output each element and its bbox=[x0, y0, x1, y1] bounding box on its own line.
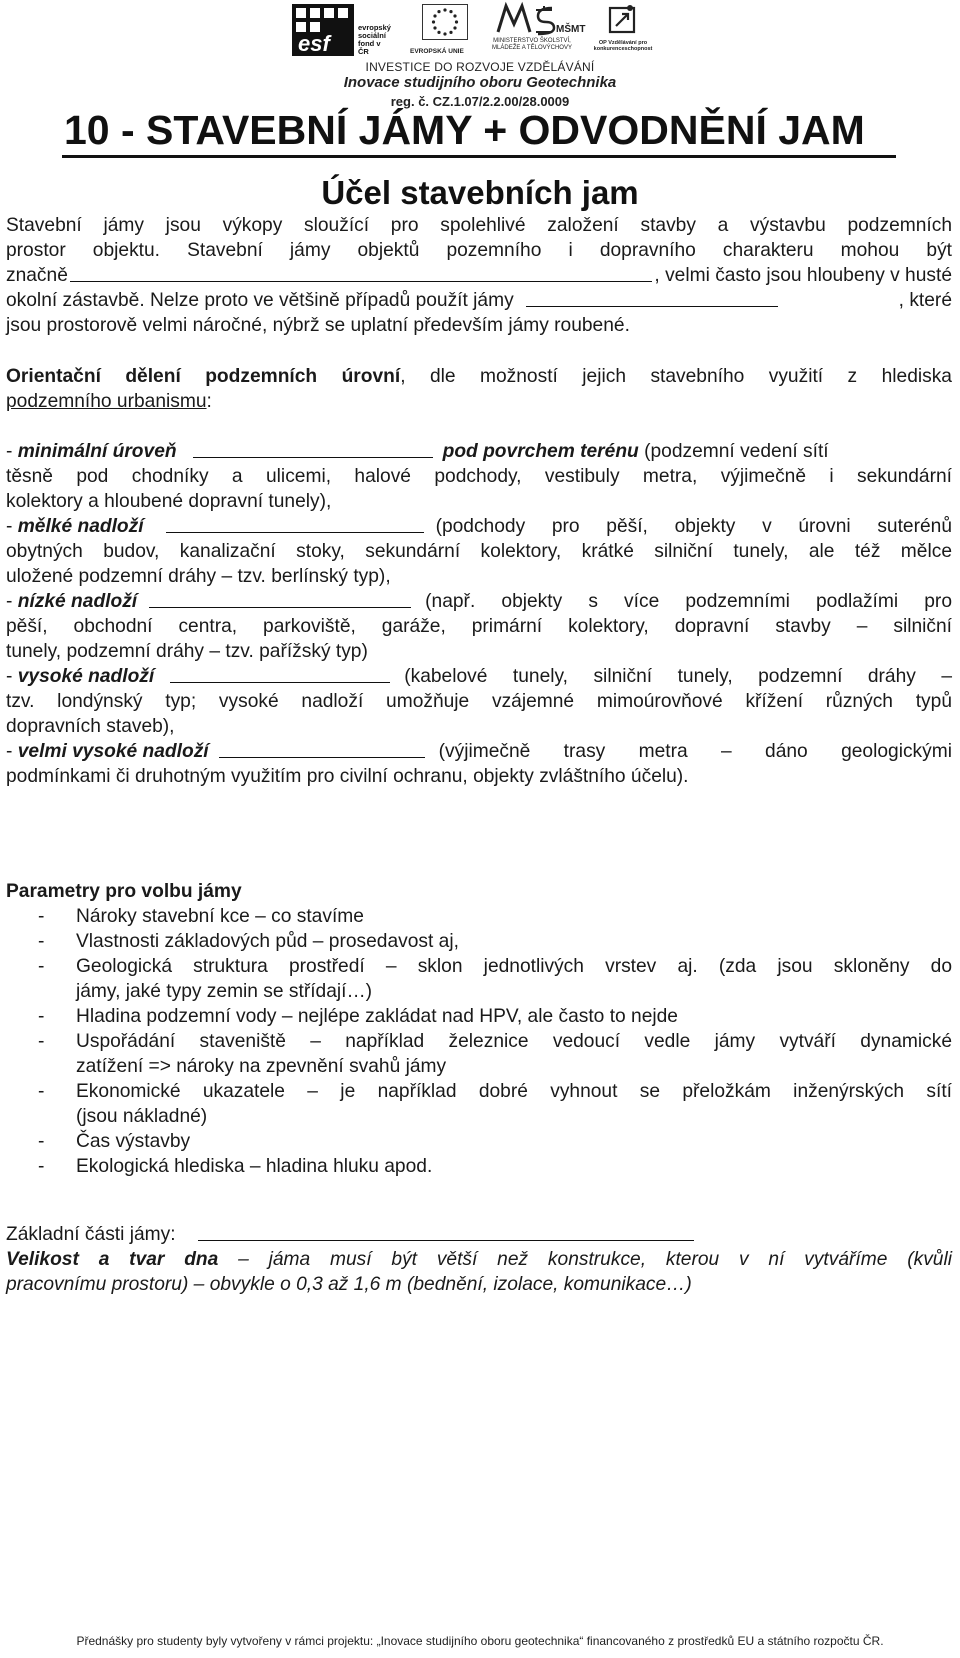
msmt-caption-line: MLÁDEŽE A TĚLOVÝCHOVY bbox=[492, 45, 572, 51]
text-line bbox=[6, 1222, 952, 1247]
project-name: Inovace studijního oboru Geotechnika bbox=[343, 74, 617, 91]
text-span: , velmi často jsou hloubeny v husté bbox=[654, 265, 952, 286]
orientation-paragraph bbox=[6, 364, 952, 414]
text-span: značně bbox=[6, 265, 68, 286]
dash: - bbox=[6, 666, 18, 687]
op-logo-icon bbox=[590, 2, 656, 38]
text-line: jsou prostorově velmi náročné, nýbrž se uplatní především jámy roubené. bbox=[6, 315, 630, 336]
esf-logo bbox=[292, 4, 391, 56]
text-span: (např. objekty s více podzemními podlažími pro bbox=[425, 591, 952, 612]
msmt-logo-icon bbox=[492, 2, 586, 38]
msmt-logo bbox=[492, 2, 586, 60]
text-line: pěší, obchodní centra, parkoviště, garáže, primární kolektory, dopravní stavby – silniční bbox=[6, 616, 952, 637]
bold-term: Orientační dělení podzemních úrovní bbox=[6, 366, 401, 387]
text-line: Ekonomické ukazatele – je například dobré vyhnout se přeložkám inženýrských sítí bbox=[76, 1081, 952, 1102]
text-line: Hladina podzemní vody – nejlépe zakládat nad HPV, ale často to nejde bbox=[76, 1006, 678, 1027]
text-line bbox=[6, 1247, 952, 1272]
text-line: zatížení => nároky na zpevnění svahů jámy bbox=[76, 1056, 447, 1077]
fill-in-blank bbox=[149, 589, 411, 608]
level-term: velmi vysoké nadloží bbox=[17, 741, 209, 762]
dash: - bbox=[6, 516, 18, 537]
fill-in-blank bbox=[219, 739, 425, 758]
level-term: nízké nadloží bbox=[17, 591, 138, 612]
esf-caption-line: evropský bbox=[358, 23, 391, 32]
op-caption: OP Vzdělávání pro konkurenceschopnost bbox=[593, 40, 653, 52]
esf-logo-wordmark: esf bbox=[298, 31, 330, 56]
list-item bbox=[6, 954, 952, 1004]
text-line bbox=[6, 364, 952, 389]
dash: - bbox=[38, 956, 45, 977]
investice-banner: INVESTICE DO ROZVOJE VZDĚLÁVÁNÍ bbox=[365, 60, 595, 74]
list-item bbox=[6, 929, 952, 954]
underlined-term: podzemního urbanismu bbox=[6, 391, 207, 412]
text-line: dopravních staveb), bbox=[6, 716, 175, 737]
list-item bbox=[6, 1129, 952, 1154]
text-line bbox=[6, 739, 952, 764]
msmt-caption-line: MINISTERSTVO ŠKOLSTVÍ, bbox=[493, 38, 571, 44]
title-underline bbox=[62, 155, 896, 158]
fill-in-blank bbox=[170, 664, 390, 683]
text-line: (jsou nákladné) bbox=[76, 1106, 208, 1127]
list-item bbox=[6, 904, 952, 929]
op-logo bbox=[590, 2, 656, 60]
fill-in-blank bbox=[193, 439, 433, 458]
level-term: vysoké nadloží bbox=[17, 666, 155, 687]
dash: - bbox=[38, 1006, 45, 1027]
msmt-caption bbox=[488, 38, 576, 52]
text-span: Základní části jámy: bbox=[6, 1224, 176, 1245]
text-line: prostor objektu. Stavební jámy objektů pozemního i dopravního charakteru mohou být bbox=[6, 240, 952, 261]
dash: - bbox=[38, 1081, 45, 1102]
eu-flag-icon bbox=[422, 4, 468, 40]
text-line bbox=[6, 664, 952, 689]
text-span: okolní zástavbě. Nelze proto ve většině případů použít jámy bbox=[6, 290, 514, 311]
section-heading: Účel stavebních jam bbox=[321, 174, 639, 211]
text-line: obytných budov, kanalizační stoky, sekundární kolektory, krátké silniční tunely, ale též mělce bbox=[6, 541, 952, 562]
list-item bbox=[6, 1004, 952, 1029]
text-line: jámy, jaké typy zemin se střídají…) bbox=[76, 981, 373, 1002]
msmt-logo-wordmark: MŠMT bbox=[556, 24, 586, 35]
text-line bbox=[6, 439, 952, 464]
dash: - bbox=[38, 1131, 45, 1152]
dash: - bbox=[6, 741, 18, 762]
fill-in-blank bbox=[70, 263, 653, 282]
esf-logo-icon bbox=[292, 4, 354, 56]
dash: - bbox=[38, 906, 45, 927]
fill-in-blank bbox=[526, 288, 778, 307]
header-logos bbox=[292, 2, 662, 60]
text-span: , dle možností jejich stavebního využití z hlediska bbox=[400, 366, 952, 387]
text-line: tzv. londýnský typ; vysoké nadloží umožňuje vzájemné mimoúrovňové křížení různých typů bbox=[6, 691, 952, 712]
text-span: (podzemní vedení sítí bbox=[638, 441, 829, 462]
bold-term: Velikost a tvar dna bbox=[6, 1249, 219, 1270]
dash: - bbox=[6, 591, 18, 612]
esf-caption-line: sociální bbox=[358, 31, 386, 40]
list-item bbox=[6, 1079, 952, 1129]
dash: - bbox=[38, 1156, 45, 1177]
text-line: uložené podzemní dráhy – tzv. berlínský typ), bbox=[6, 566, 391, 587]
level-term: pod povrchem terénu bbox=[442, 441, 639, 462]
text-span: : bbox=[206, 391, 212, 412]
list-item bbox=[6, 1154, 952, 1179]
text-line: Vlastnosti základových půd – prosedavost aj, bbox=[76, 931, 459, 952]
levels-list bbox=[6, 439, 952, 789]
page-footer: Přednášky pro studenty byly vytvořeny v rámci projektu: „Inovace studijního oboru geotechnika“ financovaného z prostředků EU a státního rozpočtu ČR. bbox=[76, 1634, 884, 1648]
text-line bbox=[6, 514, 952, 539]
intro-paragraph bbox=[6, 213, 952, 338]
text-line bbox=[6, 263, 952, 288]
level-term: minimální úroveň bbox=[17, 441, 177, 462]
list-item bbox=[6, 1029, 952, 1079]
text-line: Stavební jámy jsou výkopy sloužící pro spolehlivé založení stavby a výstavbu podzemních bbox=[6, 215, 952, 236]
text-line bbox=[6, 389, 952, 414]
eu-logo bbox=[410, 4, 474, 60]
text-line: podmínkami či druhotným využitím pro civilní ochranu, objekty zvláštního účelu). bbox=[6, 766, 689, 787]
text-line: Čas výstavby bbox=[76, 1131, 191, 1152]
text-span: , které bbox=[898, 290, 952, 311]
text-line bbox=[6, 589, 952, 614]
registration-number: reg. č. CZ.1.07/2.2.00/28.0009 bbox=[390, 94, 570, 109]
text-line: kolektory a hloubené dopravní tunely), bbox=[6, 491, 332, 512]
parameters-section bbox=[6, 879, 952, 1179]
text-span: (kabelové tunely, silniční tunely, podzemní dráhy – bbox=[404, 666, 952, 687]
fill-in-blank bbox=[198, 1222, 694, 1241]
text-span: – jáma musí být větší než konstrukce, kterou v ní vytváříme (kvůli bbox=[218, 1249, 952, 1270]
eu-caption: EVROPSKÁ UNIE bbox=[410, 48, 464, 55]
text-line: tunely, podzemní dráhy – tzv. pařížský typ) bbox=[6, 641, 368, 662]
text-line bbox=[6, 288, 952, 313]
fill-in-blank bbox=[166, 514, 424, 533]
text-span: (výjimečně trasy metra – dáno geologickými bbox=[438, 741, 952, 762]
dash: - bbox=[6, 441, 18, 462]
spacer bbox=[778, 288, 899, 313]
level-term: mělké nadloží bbox=[17, 516, 144, 537]
text-line: Nároky stavební kce – co stavíme bbox=[76, 906, 364, 927]
esf-caption-line: fond v ČR bbox=[358, 39, 381, 56]
dash: - bbox=[38, 931, 45, 952]
parameters-heading: Parametry pro volbu jámy bbox=[6, 881, 242, 902]
esf-caption bbox=[358, 24, 391, 56]
text-line: pracovnímu prostoru) – obvykle o 0,3 až 1,6 m (bednění, izolace, komunikace…) bbox=[6, 1274, 692, 1295]
page-title: 10 - STAVEBNÍ JÁMY + ODVODNĚNÍ JAM bbox=[64, 107, 865, 153]
text-span: (podchody pro pěší, objekty v úrovni suterénů bbox=[435, 516, 952, 537]
pit-parts-section bbox=[6, 1222, 952, 1297]
text-line: těsně pod chodníky a ulicemi, halové podchody, vestibuly metra, výjimečně i sekundární bbox=[6, 466, 952, 487]
parameters-list bbox=[6, 904, 952, 1179]
text-line: Geologická struktura prostředí – sklon jednotlivých vrstev aj. (zda jsou skloněny do bbox=[76, 956, 952, 977]
text-line: Ekologická hlediska – hladina hluku apod. bbox=[76, 1156, 433, 1177]
text-line: Uspořádání staveniště – například železnice vedoucí vedle jámy vytváří dynamické bbox=[76, 1031, 952, 1052]
dash: - bbox=[38, 1031, 45, 1052]
